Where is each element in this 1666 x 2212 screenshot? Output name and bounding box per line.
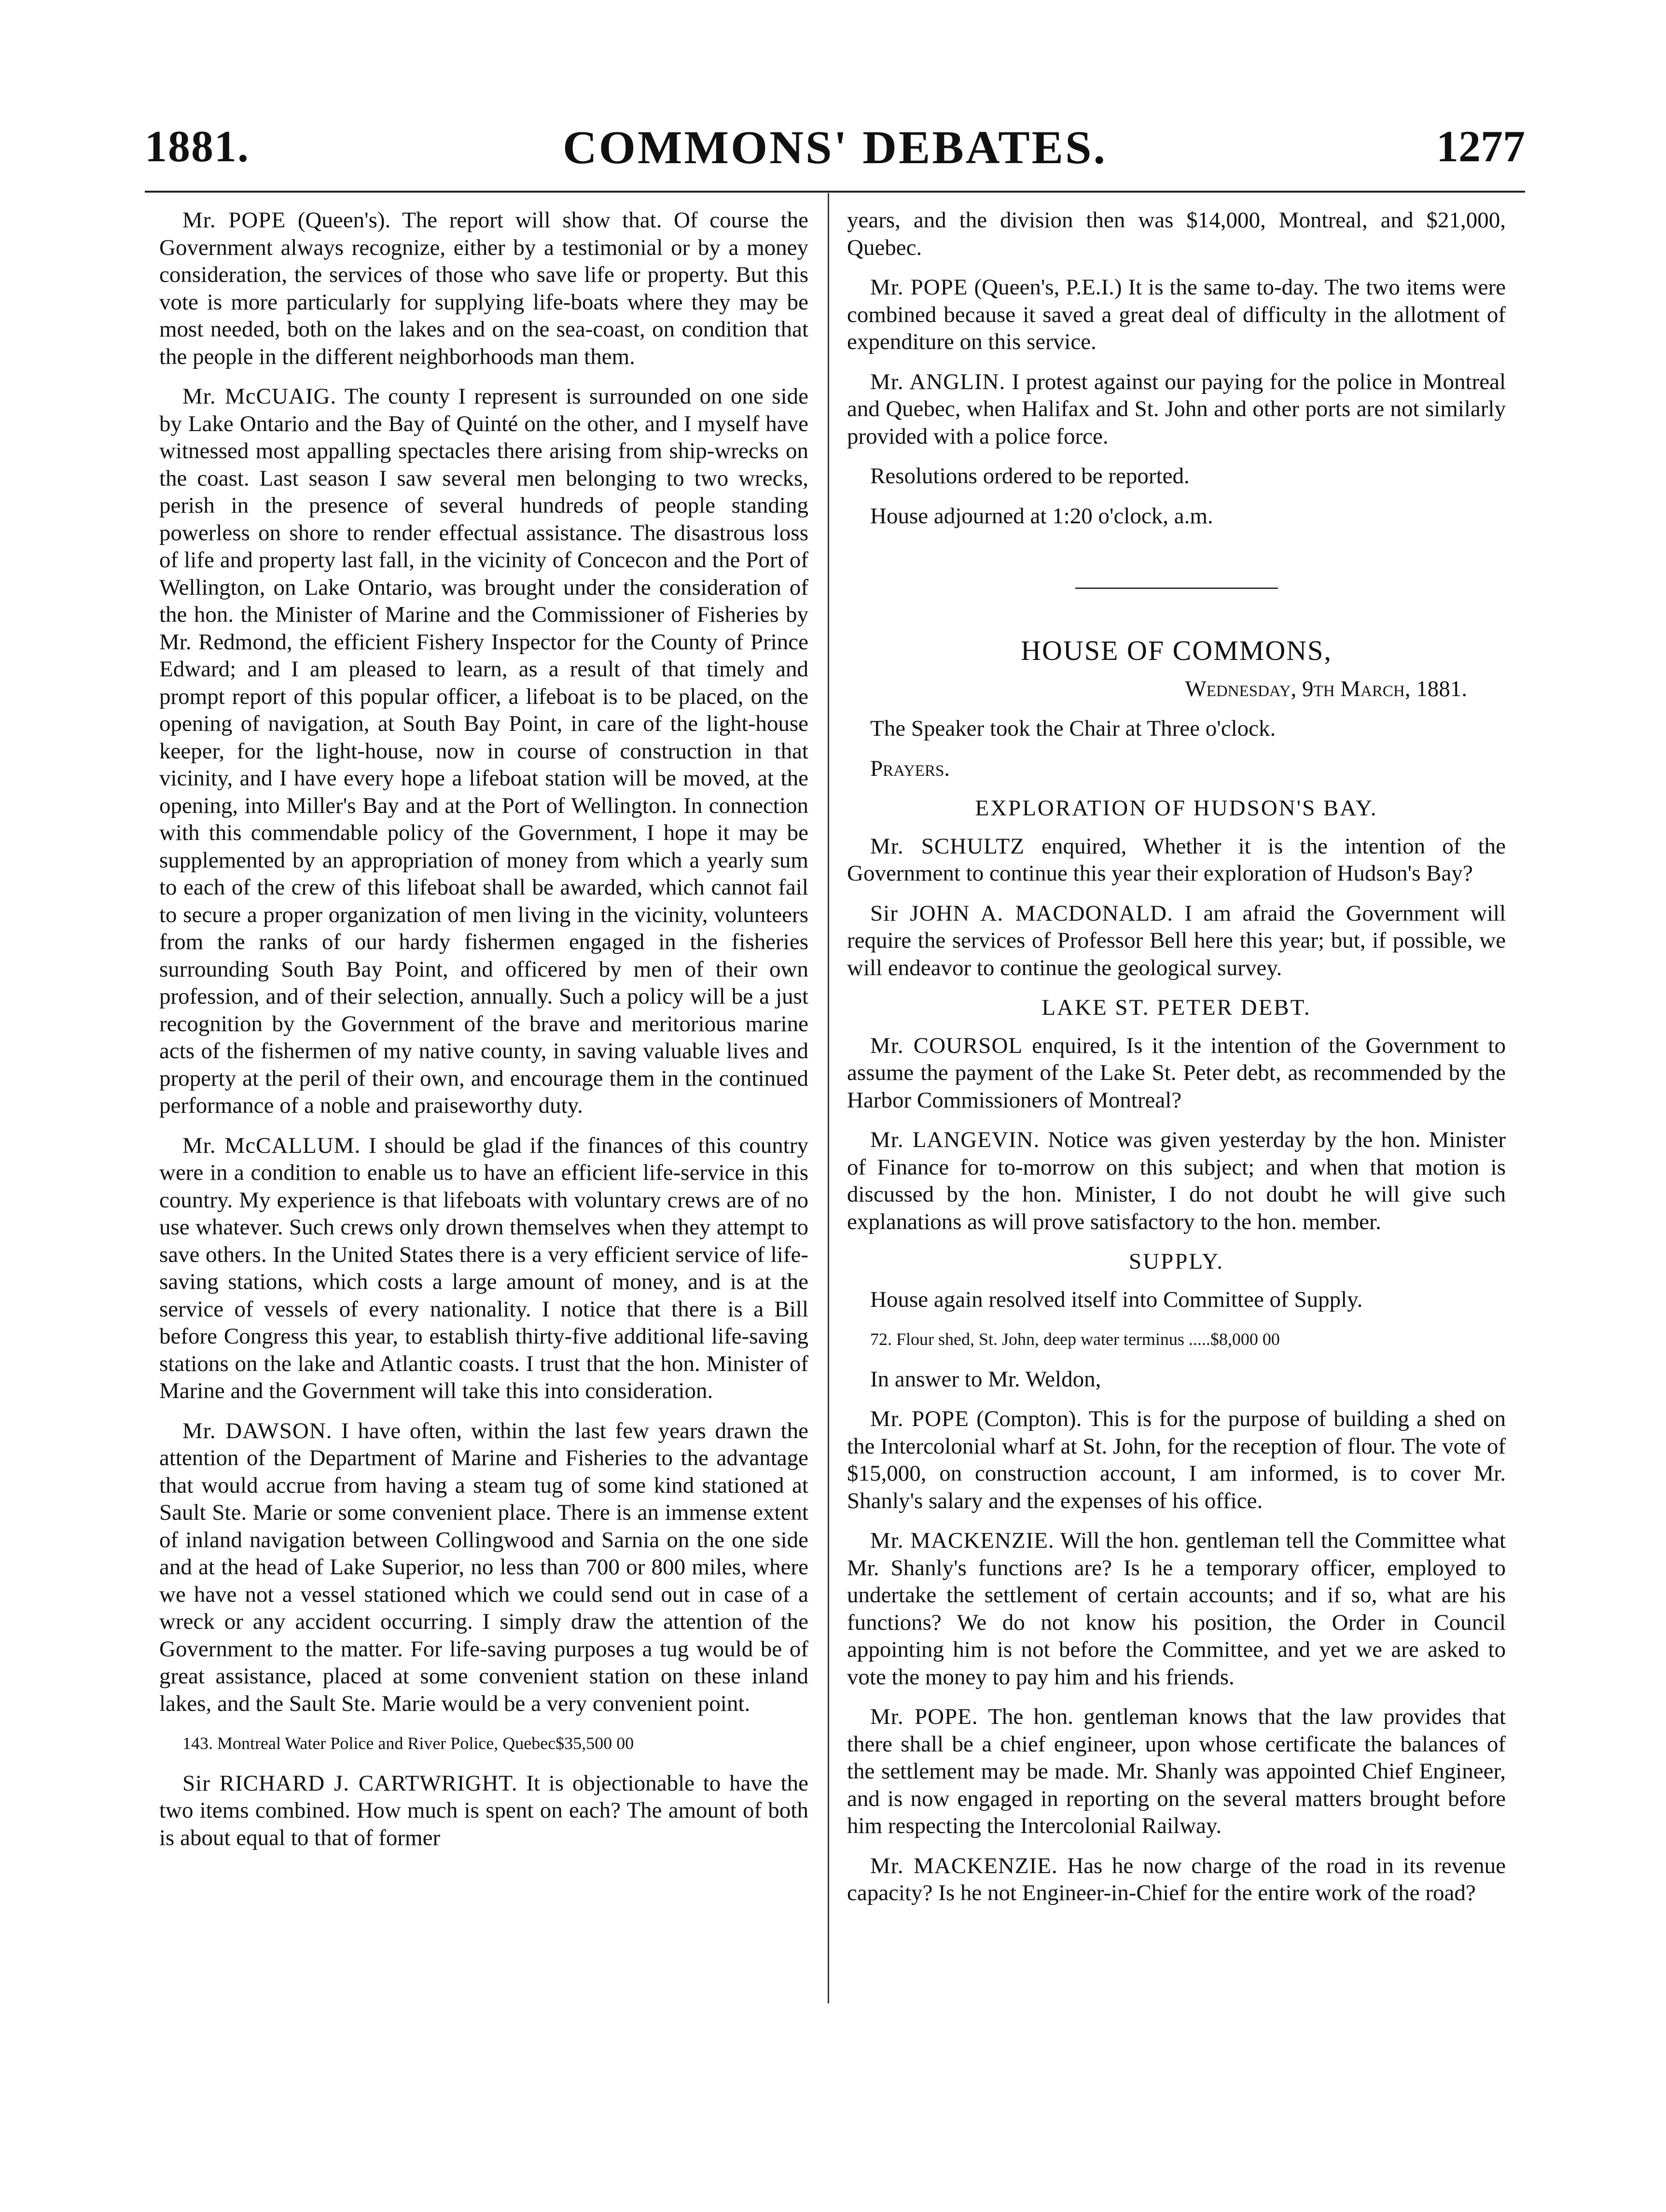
left-column [159,207,808,1864]
speech-paragraph [159,383,808,1120]
speech-paragraph [159,1132,808,1405]
speech-text: Notice was given yesterday by the hon. Minister of Finance for to-morrow on this subject; and when that motion is discussed by the hon. Minister, I do not doubt he will give such explanations as will prove satisfactory to the hon. member. [847,1127,1506,1234]
speech-text: Has he now charge of the road in its revenue capacity? Is he not Engineer-in-Chief for the entire work of the road? [847,1853,1506,1905]
speech-paragraph [847,368,1506,450]
header-title: COMMONS' DEBATES. [563,122,1107,174]
speaker-name: Mr. McCUAIG. [182,384,337,409]
speech-text: Will the hon. gentleman tell the Committee what Mr. Shanly's functions are? Is he a temporary officer, employed to undertake the settlement of certain accounts; and if so, what are his functions? We do not know his position, the Order in Council appointing him is not before the Committee, and yet we are asked to vote the money to pay him and his friends. [847,1528,1506,1690]
speech-text: enquired, Whether it is the intention of the Government to continue this year their exploration of Hudson's Bay? [847,833,1506,886]
speech-paragraph [847,274,1506,356]
speech-text: Resolutions ordered to be reported. [870,463,1190,489]
column-divider [828,193,829,2003]
procedural-line: The Speaker took the Chair at Three o'clock. [870,716,1276,741]
prayers-line: Prayers. [870,756,950,781]
speech-text: (Queen's). The report will show that. Of course the Government always recognize, either by a testimonial or by a money consideration, the services of those who save life or property. But this vote is more particularly for supplying life-boats where they may be most needed, both on the lakes and on the sea-coast, on condition that the people in the different neighborhoods man them. [159,208,809,369]
speech-paragraph [847,1405,1506,1514]
section-divider [1075,588,1278,589]
speaker-name: Mr. ANGLIN. [870,369,1006,394]
speaker-name: Mr. McCALLUM. [182,1133,361,1158]
speaker-name: Mr. COURSOL [870,1033,1023,1058]
speech-text: (Compton). This is for the purpose of building a shed on the Intercolonial wharf at St. John, for the reception of flour. The vote of $15,000, on construction account, I am informed, is to cover Mr. Shanly's salary and the expenses of his office. [847,1406,1506,1513]
speech-text: enquired, Is it the intention of the Government to assume the payment of the Lake St. Peter debt, as recommended by the Harbor Commissioners of Montreal? [847,1033,1506,1113]
dateline: Wednesday, 9th March, 1881. [1185,676,1467,701]
vote-item: 143. Montreal Water Police and River Police, Quebec$35,500 00 [182,1734,634,1753]
speech-paragraph [159,1417,808,1718]
speech-text: House adjourned at 1:20 o'clock, a.m. [870,503,1213,529]
procedural-line: In answer to Mr. Weldon, [870,1366,1101,1392]
speech-text: I should be glad if the finances of this country were in a condition to enable us to have an efficient life-service in this country. My experience is that lifeboats with voluntary crews are of no use whatever. Such crews only drown themselves when they attempt to save others. In the United States there is a very efficient service of life-saving stations, which costs a large amount of money, and is at the service of vessels of every nationality. I notice that there is a Bill before Congress this year, to establish thirty-five additional life-saving stations on the lake and Atlantic coasts. I trust that the hon. Minister of Marine and the Government will take this into consideration. [159,1133,808,1403]
speech-text: The county I represent is surrounded on one side by Lake Ontario and the Bay of Quinté on the other, and I myself have witnessed most appalling spectacles there arising from ship-wrecks on the coast. Last season I saw several men belonging to two wrecks, perish in the presence of several hundreds of people standing powerless on shore to render effectual assistance. The disastrous loss of life and property last fall, in the vicinity of Concecon and the Port of Wellington, on Lake Ontario, was brought under the consideration of the hon. the Minister of Marine and the Commissioner of Fisheries by Mr. Redmond, the efficient Fishery Inspector for the County of Prince Edward; and I am pleased to learn, as a result of that timely and prompt report of this popular officer, a lifeboat is to be placed, on the opening of navigation, at South Bay Point, in care of the light-house keeper, for the light-house, now in course of construction in that vicinity, and I have every hope a lifeboat station will be moved, at the opening, into Miller's Bay and at the Port of Wellington. In connection with this commendable policy of the Government, I hope it may be supplemented by an appropriation of money from which a yearly sum to each of the crew of this lifeboat shall be awarded, which cannot fail to secure a proper organization of men living in the vicinity, volunteers from the ranks of our hardy fishermen engaged in the fisheries surrounding South Bay Point, and officered by men of their own profession, and of their selection, annually. Such a policy will be a just recognition by the Government of the brave and meritorious marine acts of the fishermen of my native county, in saving valuable lives and property at the peril of their own, and encourage them in the continued performance of a noble and praiseworthy duty. [159,384,808,1118]
speech-paragraph [159,207,808,370]
speaker-name: Mr. MACKENZIE. [870,1528,1055,1553]
speech-text: I protest against our paying for the police in Montreal and Quebec, when Halifax and St. John and other ports are not similarly provided with a police force. [847,369,1506,449]
speech-paragraph [847,1852,1506,1907]
speaker-name: Mr. MACKENZIE. [870,1853,1058,1878]
procedural-line [847,462,1506,490]
vote-item: 72. Flour shed, St. John, deep water terminus .....$8,000 00 [870,1330,1280,1349]
page-header [145,111,1525,183]
speaker-name: Mr. POPE. [870,1704,978,1729]
section-heading: LAKE ST. PETER DEBT. [1041,995,1311,1020]
right-column [847,207,1506,1919]
speaker-name: Mr. SCHULTZ [870,833,1025,859]
procedural-line [847,503,1506,530]
speech-paragraph [847,1126,1506,1235]
speech-paragraph [159,1770,808,1852]
header-page-number: 1277 [1436,122,1525,171]
speech-text: (Queen's, P.E.I.) It is the same to-day. The two items were combined because it saved a great deal of difficulty in the allotment of expenditure on this service. [847,275,1506,354]
speaker-name: Mr. POPE [870,1406,969,1431]
procedural-line: House again resolved itself into Committee of Supply. [870,1287,1363,1312]
speech-paragraph [847,1527,1506,1691]
speaker-name: Sir RICHARD J. CARTWRIGHT. [182,1770,518,1796]
speech-text: The hon. gentleman knows that the law provides that there shall be a chief engineer, upon whose certificate the balances of the settlement may be made. Mr. Shanly was appointed Chief Engineer, and is now engaged in reporting on the several matters brought before him respecting the Intercolonial Railway. [847,1704,1506,1838]
speaker-name: Mr. POPE [870,275,968,300]
speech-paragraph [847,833,1506,887]
speaker-name: Mr. DAWSON. [182,1418,333,1443]
speaker-name: Mr. LANGEVIN. [870,1127,1040,1152]
header-rule [145,191,1525,193]
section-heading: SUPPLY. [1129,1249,1224,1274]
section-heading: EXPLORATION OF HUDSON'S BAY. [975,796,1378,821]
speech-paragraph [847,900,1506,982]
speech-paragraph [847,1032,1506,1114]
speech-text: It is objectionable to have the two items combined. How much is spent on each? The amount of both is about equal to that of former [159,1770,809,1850]
speaker-name: Sir JOHN A. MACDONALD. [870,900,1173,926]
speech-paragraph [847,207,1506,261]
header-year: 1881. [145,122,250,171]
speech-text: I have often, within the last few years drawn the attention of the Department of Marine and Fisheries to the advantage that would accrue from having a steam tug of some kind stationed at Sault Ste. Marie or some convenient place. There is an immense extent of inland navigation between Collingwood and Sarnia on the one side and at the head of Lake Superior, no less than 700 or 800 miles, where we have not a vessel stationed which we could send out in case of a wreck or any accident occurring. I simply draw the attention of the Government to the matter. For life-saving purposes a tug would be of great assistance, placed at some convenient station on these inland lakes, and the Sault Ste. Marie would be a very convenient point. [159,1418,809,1716]
speech-paragraph [847,1703,1506,1840]
speech-text: I am afraid the Government will require the services of Professor Bell here this year; but, if possible, we will endeavor to continue the geological survey. [847,900,1506,980]
speaker-name: Mr. POPE [182,208,286,233]
house-heading: HOUSE OF COMMONS, [1021,635,1332,666]
speech-text: years, and the division then was $14,000, Montreal, and $21,000, Quebec. [847,208,1506,260]
